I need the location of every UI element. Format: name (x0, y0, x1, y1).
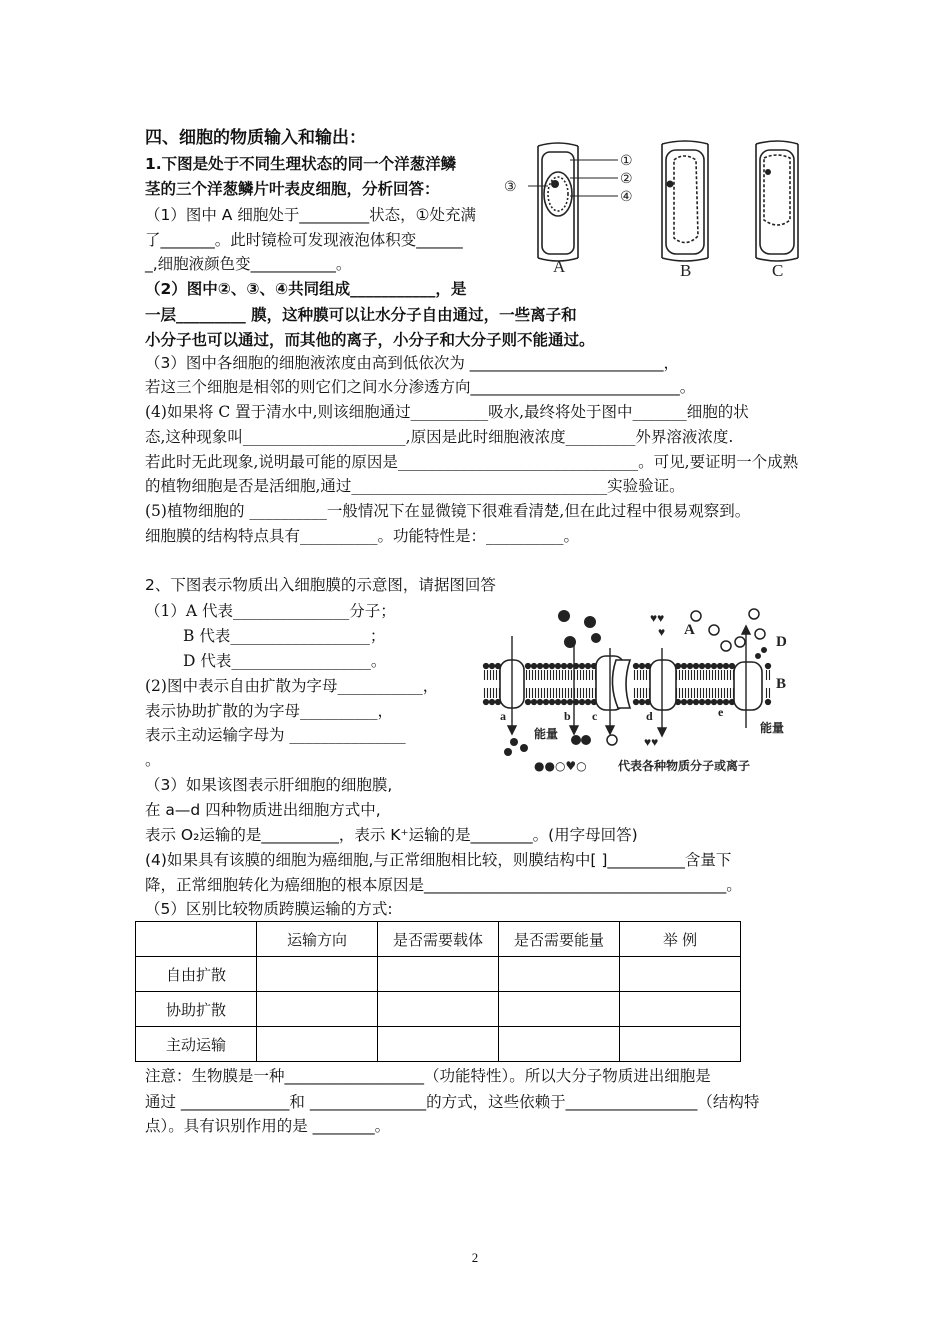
row-label: 协助扩散 (136, 992, 257, 1027)
q1-part1-line-2: 了_______。此时镜检可发现液泡体积变______ (145, 231, 463, 249)
table-header-cell (136, 922, 257, 957)
q2-part4-line-2: 降，正常细胞转化为癌细胞的根本原因是_______________________________________。 (145, 876, 742, 894)
table-row (136, 992, 741, 1027)
cell-a-nucleus (551, 180, 559, 188)
fig-label-b: b (564, 709, 571, 723)
table-row (136, 957, 741, 992)
q2-part1-b: B 代表__________________； (183, 627, 386, 645)
table-header-cell: 运输方向 (257, 922, 378, 957)
membrane-figure (478, 608, 798, 778)
q1-part1-line-3: _,细胞液颜色变___________。 (145, 255, 352, 273)
fig-label-d: d (646, 709, 653, 723)
note-line-2: 通过 ______________和 _______________的方式，这些依赖于_________________（结构特 (145, 1093, 760, 1111)
cell-b-nucleus (667, 181, 674, 188)
q1-part2-line-1: （2）图中②、③、④共同组成___________，是 (145, 280, 467, 298)
label-4: ④ (620, 190, 633, 205)
protein-d (650, 660, 676, 710)
answer-cell[interactable] (257, 1027, 378, 1062)
comparison-table (135, 921, 741, 1062)
page-number: 2 (471, 1250, 479, 1265)
q1-part1-line-1: （1）图中 A 细胞处于_________状态，①处充满 (145, 206, 476, 224)
q1-part2-line-3: 小分子也可以通过，而其他的离子，小分子和大分子则不能通过。 (145, 331, 595, 349)
answer-cell[interactable] (499, 957, 620, 992)
q2-part2-line-3: 表示主动运输字母为 _______________ (145, 726, 406, 744)
q1-intro-line-2: 茎的三个洋葱鳞片叶表皮细胞，分析回答： (145, 180, 440, 198)
q2-intro: 2、下图表示物质出入细胞膜的示意图，请据图回答 (145, 576, 496, 594)
q1-part4-line-1: (4)如果将 C 置于清水中,则该细胞通过__________吸水,最终将处于图中_______细胞的状 (145, 403, 749, 421)
q2-part1-d: D 代表__________________。 (183, 652, 387, 670)
q2-part3-line-2: 在 a—d 四种物质进出细胞方式中, (145, 801, 381, 819)
answer-cell[interactable] (499, 992, 620, 1027)
q1-part3-line-2: 若这三个细胞是相邻的则它们之间水分渗透方向___________________________。 (145, 378, 696, 396)
svg-text:♥♥: ♥♥ (650, 611, 665, 625)
answer-cell[interactable] (499, 1027, 620, 1062)
q2-part2-line-4: 。 (145, 751, 161, 769)
q2-part2-line-2: 表示协助扩散的为字母__________， (145, 702, 394, 720)
svg-text:♥♥: ♥♥ (644, 735, 659, 749)
protein-b-channel (612, 660, 630, 708)
answer-cell[interactable] (620, 1027, 741, 1062)
q1-part4-line-4: 的植物细胞是否是活细胞,通过_________________________________实验验证。 (145, 477, 685, 495)
q2-part2-line-1: (2)图中表示自由扩散为字母___________， (145, 677, 439, 695)
answer-cell[interactable] (257, 957, 378, 992)
cell-c (756, 141, 798, 261)
row-label: 主动运输 (136, 1027, 257, 1062)
fig-label-c: c (592, 709, 598, 723)
fig-label-B: B (776, 676, 787, 692)
q1-part4-line-2: 态,这种现象叫_____________________,原因是此时细胞液浓度_________外界溶液浓度. (145, 428, 734, 446)
answer-cell[interactable] (378, 992, 499, 1027)
fig-label-energy-1: 能量 (534, 727, 559, 741)
label-2: ② (620, 172, 633, 187)
fig-label-D: D (776, 634, 787, 650)
table-header-cell: 是否需要载体 (378, 922, 499, 957)
q2-part3-line-3: 表示 O₂运输的是__________，表示 K⁺运输的是________。(用字母回答) (145, 826, 638, 844)
svg-text:♥: ♥ (658, 625, 666, 639)
q1-part4-line-3: 若此时无此现象,说明最可能的原因是_______________________________。可见,要证明一个成熟 (145, 453, 799, 471)
protein-e (734, 662, 762, 710)
table-header-cell: 举 例 (620, 922, 741, 957)
cell-b (662, 141, 708, 261)
fig-label-a: a (500, 709, 506, 723)
q2-part3-line-1: （3）如果该图表示肝细胞的细胞膜, (145, 776, 393, 794)
q1-part5-line-1: (5)植物细胞的 __________一般情况下在显微镜下很难看清楚,但在此过程中很易观察到。 (145, 502, 751, 520)
table-row (136, 1027, 741, 1062)
q1-part5-line-2: 细胞膜的结构特点具有__________。功能特性是：__________。 (145, 527, 580, 545)
fig-label-e: e (718, 705, 724, 719)
cell-a (538, 143, 578, 261)
answer-cell[interactable] (257, 992, 378, 1027)
fig-legend: 代表各种物质分子或离子 (618, 759, 751, 773)
fig-label-energy-2: 能量 (760, 721, 785, 735)
q1-part3-line-1: （3）图中各细胞的细胞液浓度由高到低依次为 _________________________， (145, 354, 680, 372)
note-line-3: 点）。具有识别作用的是 ________。 (145, 1117, 391, 1135)
q2-part5-title: （5）区别比较物质跨膜运输的方式: (145, 900, 393, 918)
note-line-1: 注意：生物膜是一种__________________（功能特性）。所以大分子物质进出细胞是 (145, 1067, 711, 1085)
q2-part4-line-1: (4)如果具有该膜的细胞为癌细胞,与正常细胞相比较，则膜结构中[ ]__________含量下 (145, 851, 732, 869)
fig-label-A: A (684, 622, 695, 638)
q1-part2-line-2: 一层_________ 膜，这种膜可以让水分子自由通过，一些离子和 (145, 306, 577, 324)
section-title: 四、细胞的物质输入和输出： (145, 128, 366, 148)
table-header-row (136, 922, 741, 957)
label-cell-a: A (553, 257, 566, 276)
answer-cell[interactable] (378, 1027, 499, 1062)
answer-cell[interactable] (620, 992, 741, 1027)
table-header-cell: 是否需要能量 (499, 922, 620, 957)
q1-intro-line-1: 1.下图是处于不同生理状态的同一个洋葱洋鳞 (145, 155, 457, 173)
cell-c-nucleus (765, 169, 771, 175)
label-cell-b: B (680, 261, 692, 280)
label-3: ③ (504, 180, 517, 195)
q2-part1-a: （1）A 代表_______________分子； (145, 602, 396, 620)
answer-cell[interactable] (378, 957, 499, 992)
onion-cells-figure (498, 138, 808, 284)
label-cell-c: C (772, 261, 784, 280)
row-label: 自由扩散 (136, 957, 257, 992)
label-1: ① (620, 154, 633, 169)
svg-text:●●○♥○: ●●○♥○ (534, 759, 587, 773)
answer-cell[interactable] (620, 957, 741, 992)
